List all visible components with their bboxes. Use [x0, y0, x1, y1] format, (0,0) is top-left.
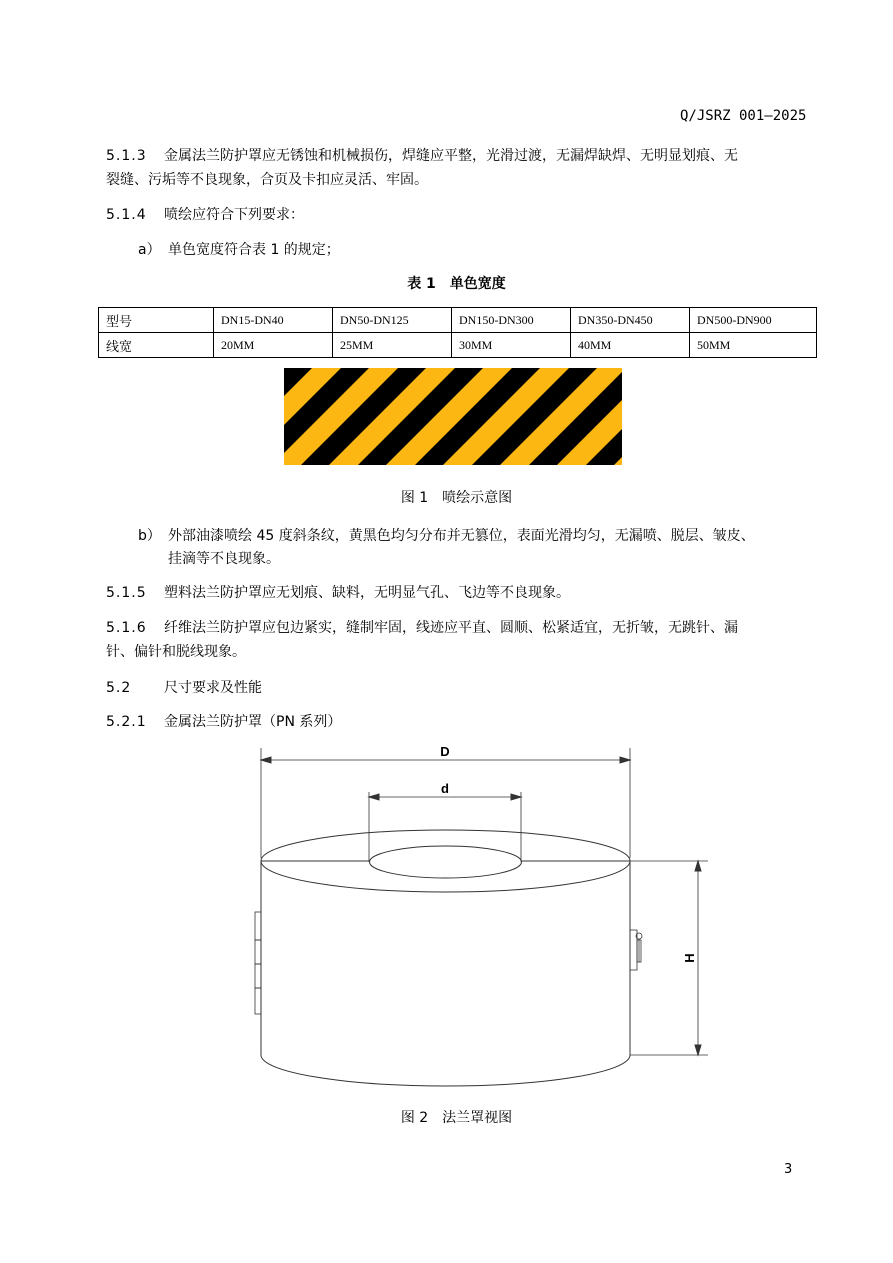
section-5-2 [106, 678, 262, 698]
section-number: 5.2 [106, 680, 132, 696]
table-cell: 20MM [214, 333, 333, 358]
section-5-1-6 [106, 618, 738, 638]
list-item-a [138, 240, 340, 260]
page-number: 3 [784, 1162, 793, 1177]
table-cell: 40MM [571, 333, 690, 358]
table-cell: DN150-DN300 [452, 308, 571, 333]
table-row-header: 线宽 [99, 333, 214, 358]
hazard-stripe-figure [284, 368, 622, 465]
flange-cover-drawing [240, 740, 720, 1100]
section-5-2-1 [106, 712, 341, 732]
table-row [99, 333, 817, 358]
list-item-label: a） [138, 242, 161, 258]
section-text: 塑料法兰防护罩应无划痕、缺料，无明显气孔、飞边等不良现象。 [164, 585, 570, 601]
figure-2-caption: 图 2 法兰罩视图 [400, 1110, 513, 1126]
section-5-1-3 [106, 146, 738, 166]
section-5-1-5 [106, 583, 570, 603]
section-text: 尺寸要求及性能 [164, 680, 262, 696]
table-cell: DN350-DN450 [571, 308, 690, 333]
dimension-label-d: d [441, 781, 449, 796]
section-text: 喷绘应符合下列要求： [164, 207, 304, 223]
table-cell: DN500-DN900 [690, 308, 817, 333]
table-cell: DN50-DN125 [333, 308, 452, 333]
section-5-1-6-line2: 针、偏针和脱线现象。 [106, 644, 246, 660]
section-number: 5.1.4 [106, 207, 147, 223]
section-5-1-4 [106, 205, 304, 225]
document-number: Q/JSRZ 001—2025 [680, 108, 807, 124]
table-cell: 50MM [690, 333, 817, 358]
table-row [99, 308, 817, 333]
section-text-line1: 金属法兰防护罩应无锈蚀和机械损伤，焊缝应平整，光滑过渡，无漏焊缺焊、无明显划痕、无 [164, 148, 738, 164]
section-number: 5.1.5 [106, 585, 147, 601]
list-item-b [138, 526, 755, 546]
dimension-label-H: H [682, 953, 697, 963]
line-width-table [98, 307, 817, 358]
section-5-1-3-line2: 裂缝、污垢等不良现象，合页及卡扣应灵活、牢固。 [106, 172, 428, 188]
section-number: 5.1.3 [106, 148, 147, 164]
section-text-line1: 纤维法兰防护罩应包边紧实，缝制牢固，线迹应平直、圆顺、松紧适宜，无折皱，无跳针、漏 [164, 620, 738, 636]
table-cell: 30MM [452, 333, 571, 358]
table-row-header: 型号 [99, 308, 214, 333]
section-text: 金属法兰防护罩（PN 系列） [164, 714, 342, 730]
table-caption: 表 1 单色宽度 [407, 276, 506, 292]
list-item-text-line1: 外部油漆喷绘 45 度斜条纹，黄黑色均匀分布并无篡位，表面光滑均匀，无漏喷、脱层、皱皮、 [168, 528, 755, 544]
dimension-label-D: D [440, 744, 450, 759]
list-item-text: 单色宽度符合表 1 的规定； [168, 242, 340, 258]
table-cell: 25MM [333, 333, 452, 358]
section-number: 5.2.1 [106, 714, 147, 730]
table-cell: DN15-DN40 [214, 308, 333, 333]
list-item-b-line2: 挂滴等不良现象。 [168, 551, 280, 567]
list-item-label: b） [138, 528, 161, 544]
figure-1-caption: 图 1 喷绘示意图 [400, 490, 513, 506]
section-number: 5.1.6 [106, 620, 147, 636]
